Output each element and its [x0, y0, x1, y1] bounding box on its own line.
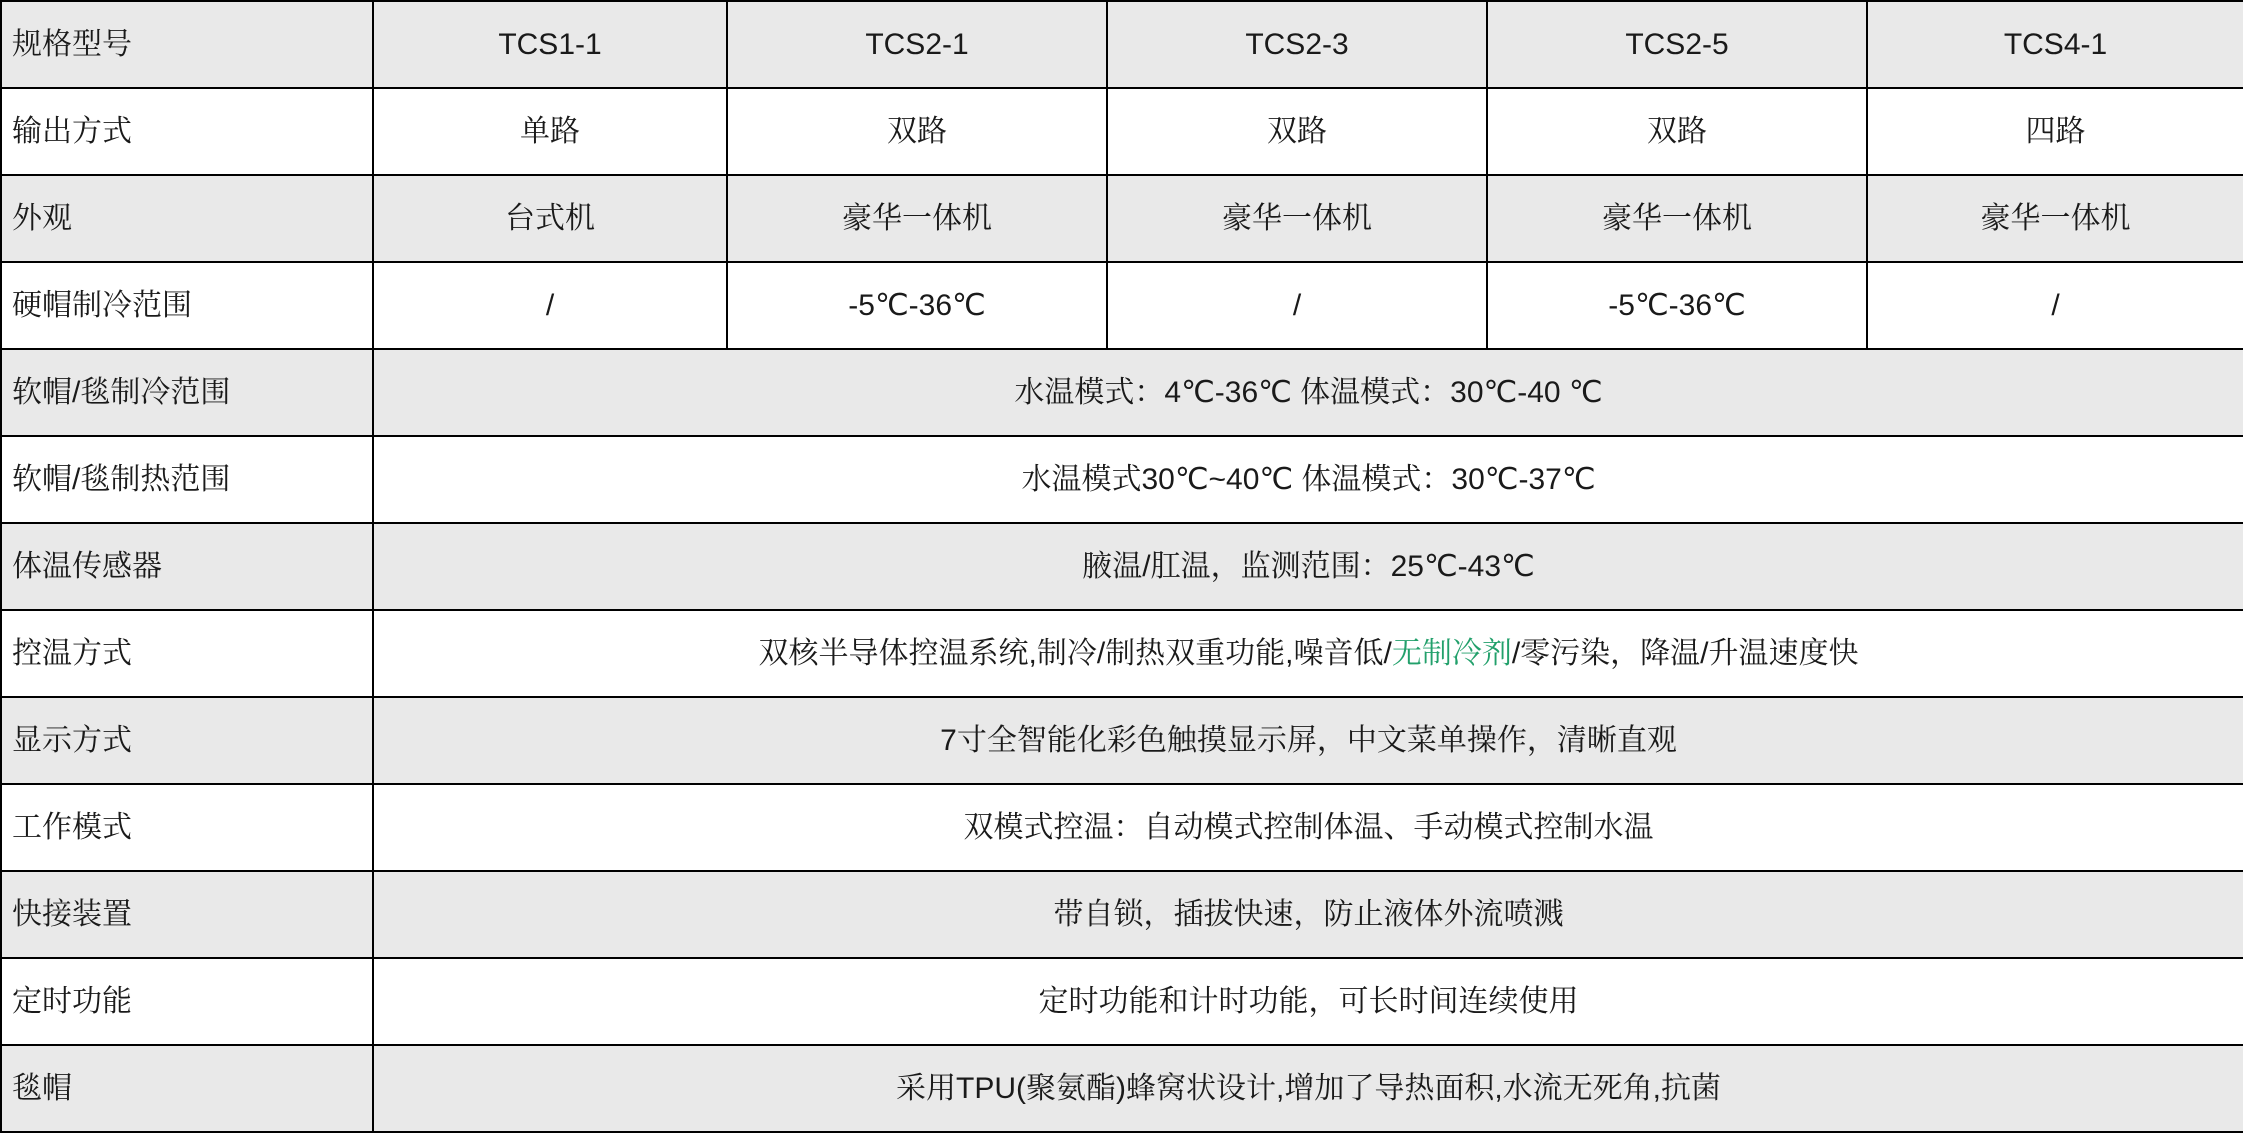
control-mode-text-accent: 无制冷剂 — [1391, 636, 1512, 670]
row-label-working-mode: 工作模式 — [1, 784, 373, 871]
table-row-header — [1, 1, 2243, 88]
table-row-appearance — [1, 175, 2243, 262]
model-tcs2-3: TCS2-3 — [1107, 1, 1487, 88]
output-mode-tcs1-1: 单路 — [373, 88, 727, 175]
hardcap-cooling-tcs2-1: -5℃-36℃ — [727, 262, 1107, 349]
table-row-quick-connector — [1, 871, 2243, 958]
softcap-heating-range-value: 水温模式30℃~40℃ 体温模式：30℃-37℃ — [373, 436, 2243, 523]
hardcap-cooling-tcs4-1: / — [1867, 262, 2243, 349]
hardcap-cooling-tcs1-1: / — [373, 262, 727, 349]
row-label-timer-function: 定时功能 — [1, 958, 373, 1045]
table-row-working-mode — [1, 784, 2243, 871]
table-row-output-mode — [1, 88, 2243, 175]
table-row-temperature-control-mode — [1, 610, 2243, 697]
control-mode-text-after: /零污染，降温/升温速度快 — [1511, 636, 1859, 670]
model-tcs2-1: TCS2-1 — [727, 1, 1107, 88]
appearance-tcs2-5: 豪华一体机 — [1487, 175, 1867, 262]
timer-function-value: 定时功能和计时功能，可长时间连续使用 — [373, 958, 2243, 1045]
table-row-display-mode — [1, 697, 2243, 784]
output-mode-tcs2-1: 双路 — [727, 88, 1107, 175]
row-label-appearance: 外观 — [1, 175, 373, 262]
row-label-display-mode: 显示方式 — [1, 697, 373, 784]
temperature-control-mode-value — [373, 610, 2243, 697]
table-row-blanket-cap — [1, 1045, 2243, 1132]
row-label-output-mode: 输出方式 — [1, 88, 373, 175]
blanket-cap-value: 采用TPU(聚氨酯)蜂窝状设计,增加了导热面积,水流无死角,抗菌 — [373, 1045, 2243, 1132]
appearance-tcs2-3: 豪华一体机 — [1107, 175, 1487, 262]
row-label-temperature-control-mode: 控温方式 — [1, 610, 373, 697]
table-row-timer-function — [1, 958, 2243, 1045]
model-tcs2-5: TCS2-5 — [1487, 1, 1867, 88]
table-row-hardcap-cooling-range — [1, 262, 2243, 349]
row-label-temperature-sensor: 体温传感器 — [1, 523, 373, 610]
appearance-tcs4-1: 豪华一体机 — [1867, 175, 2243, 262]
table-row-temperature-sensor — [1, 523, 2243, 610]
output-mode-tcs2-5: 双路 — [1487, 88, 1867, 175]
table-row-softcap-heating-range — [1, 436, 2243, 523]
output-mode-tcs4-1: 四路 — [1867, 88, 2243, 175]
hardcap-cooling-tcs2-3: / — [1107, 262, 1487, 349]
model-tcs1-1: TCS1-1 — [373, 1, 727, 88]
quick-connector-value: 带自锁，插拔快速，防止液体外流喷溅 — [373, 871, 2243, 958]
row-label-blanket-cap: 毯帽 — [1, 1045, 373, 1132]
appearance-tcs1-1: 台式机 — [373, 175, 727, 262]
temperature-sensor-value: 腋温/肛温，监测范围：25℃-43℃ — [373, 523, 2243, 610]
hardcap-cooling-tcs2-5: -5℃-36℃ — [1487, 262, 1867, 349]
working-mode-value: 双模式控温：自动模式控制体温、手动模式控制水温 — [373, 784, 2243, 871]
row-label-softcap-heating-range: 软帽/毯制热范围 — [1, 436, 373, 523]
appearance-tcs2-1: 豪华一体机 — [727, 175, 1107, 262]
row-label-quick-connector: 快接装置 — [1, 871, 373, 958]
output-mode-tcs2-3: 双路 — [1107, 88, 1487, 175]
model-tcs4-1: TCS4-1 — [1867, 1, 2243, 88]
control-mode-text-before: 双核半导体控温系统,制冷/制热双重功能,噪音低/ — [758, 636, 1392, 670]
row-label-hardcap-cooling-range: 硬帽制冷范围 — [1, 262, 373, 349]
softcap-cooling-range-value: 水温模式：4℃-36℃ 体温模式：30℃-40 ℃ — [373, 349, 2243, 436]
row-label-softcap-cooling-range: 软帽/毯制冷范围 — [1, 349, 373, 436]
table-row-softcap-cooling-range — [1, 349, 2243, 436]
row-label-spec-model: 规格型号 — [1, 1, 373, 88]
display-mode-value: 7寸全智能化彩色触摸显示屏，中文菜单操作，清晰直观 — [373, 697, 2243, 784]
